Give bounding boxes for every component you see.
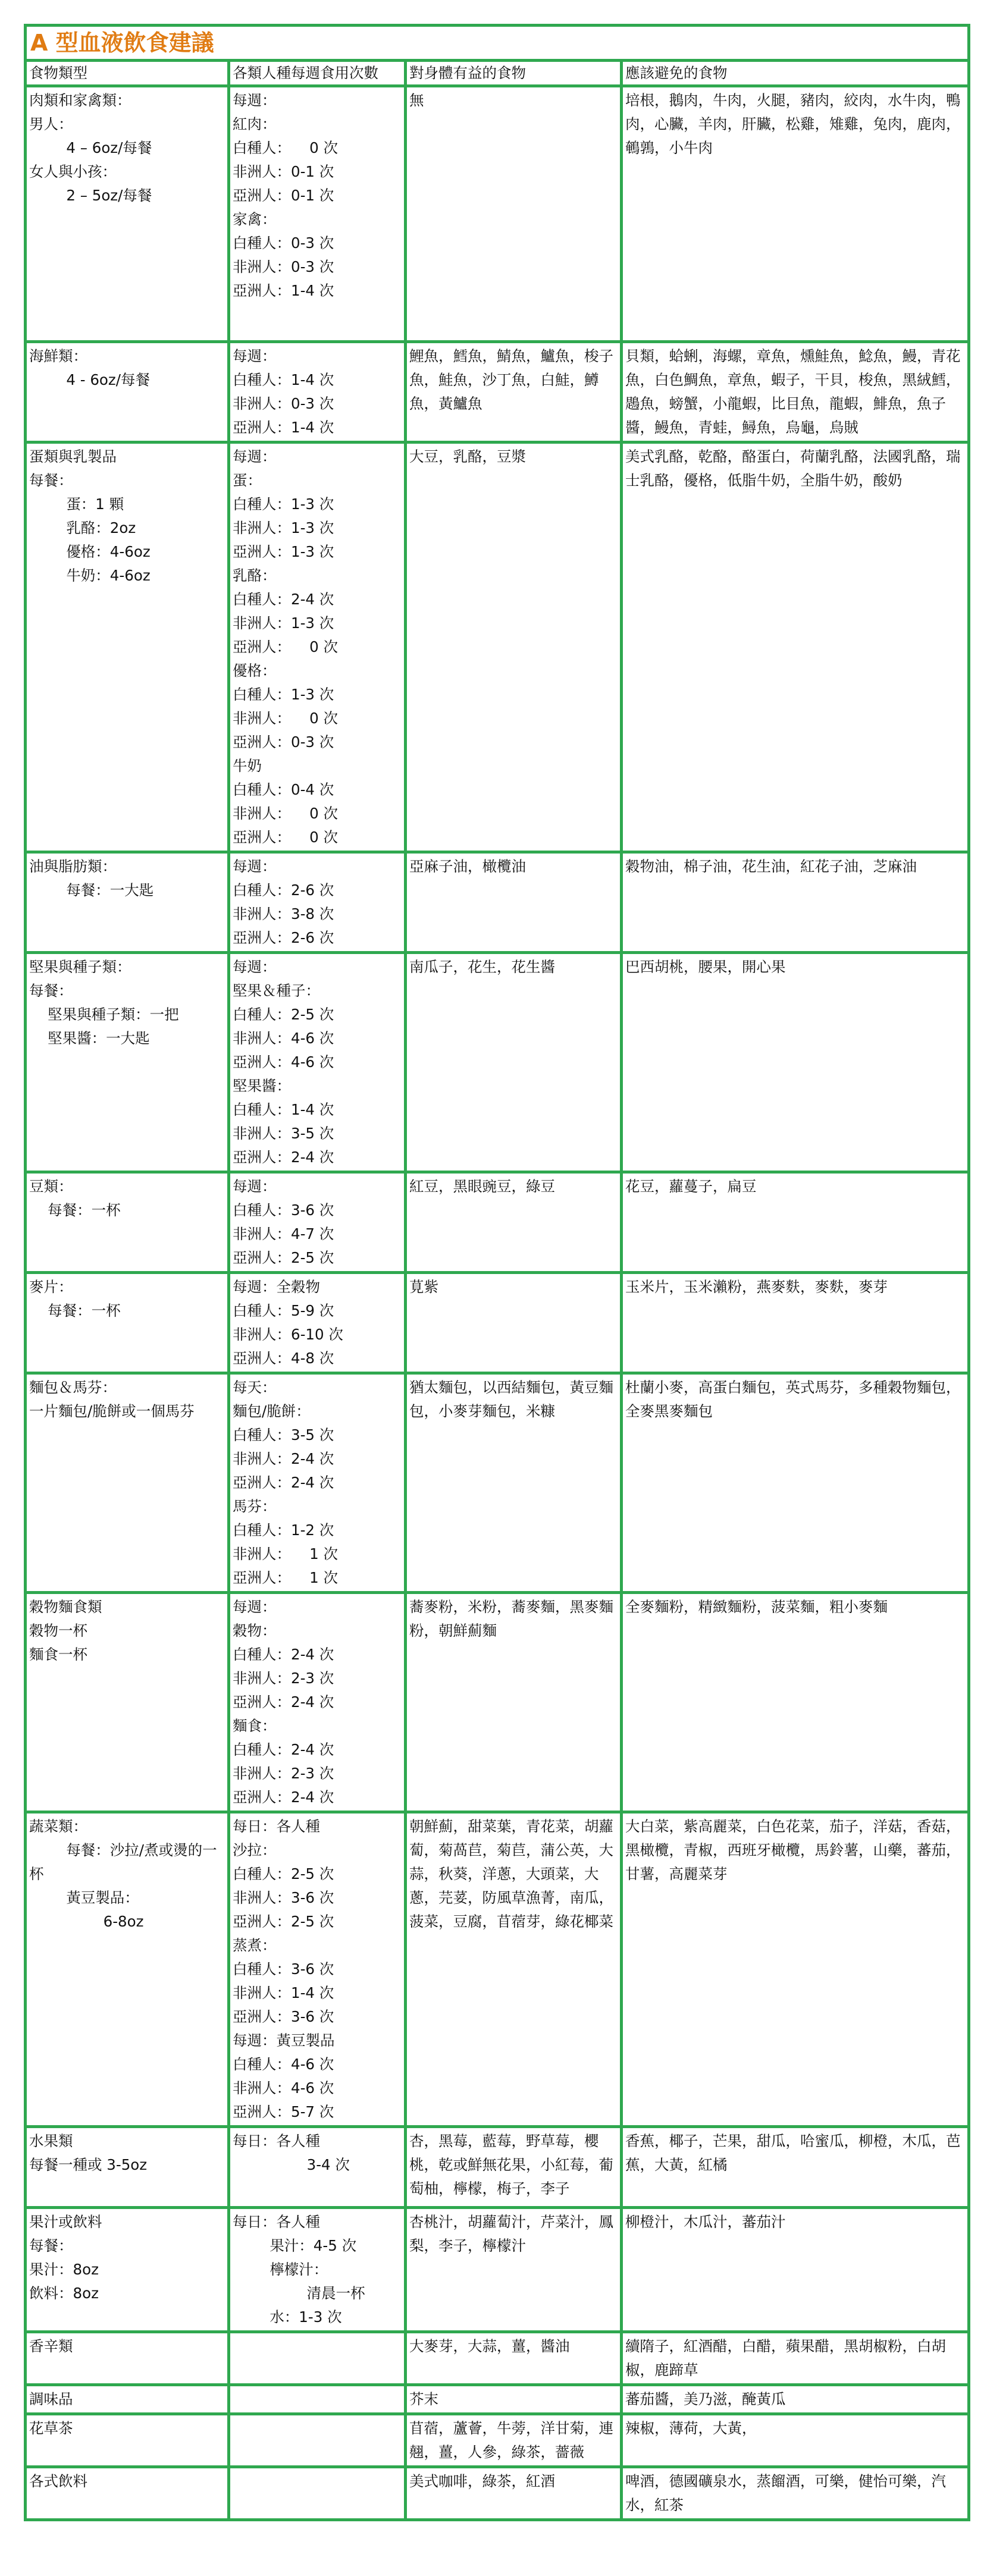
table-row xyxy=(26,1172,969,1273)
table-row xyxy=(26,342,969,443)
cell-beneficial: 朝鮮薊，甜菜葉，青花菜，胡蘿蔔，菊萵苣，菊苣，蒲公英，大蒜，秋葵，洋蔥，大頭菜，大蔥，芫荽，防風草漁菁，南瓜，菠菜，豆腐，苜蓿芽，綠花椰菜 xyxy=(406,1812,622,2127)
table-row xyxy=(26,2467,969,2520)
cell-frequency: 每週： 蛋： 白種人：1-3 次 非洲人：1-3 次 亞洲人：1-3 次 乳酪： 白種人：2-4 次 非洲人：1-3 次 亞洲人： 0 次 優格： 白種人：1-3 次 非洲人： 0 次 亞洲人：0-3 次 牛奶 白種人：0-4 次 非洲人： 0 次 亞洲人： 0 次 xyxy=(229,443,406,852)
cell-category: 各式飲料 xyxy=(26,2467,229,2520)
table-row xyxy=(26,852,969,953)
cell-category: 果汁或飲料 每餐： 果汁：8oz 飲料：8oz xyxy=(26,2208,229,2332)
cell-beneficial: 南瓜子，花生，花生醬 xyxy=(406,953,622,1172)
cell-frequency: 每週： 紅肉： 白種人： 0 次 非洲人：0-1 次 亞洲人：0-1 次 家禽： 白種人：0-3 次 非洲人：0-3 次 亞洲人：1-4 次 xyxy=(229,86,406,342)
cell-avoid: 香蕉，椰子，芒果，甜瓜，哈蜜瓜，柳橙，木瓜，芭蕉，大黃，紅橘 xyxy=(622,2127,969,2208)
cell-frequency: 每週： 白種人：3-6 次 非洲人：4-7 次 亞洲人：2-5 次 xyxy=(229,1172,406,1273)
cell-avoid: 貝類，蛤蜊，海螺，章魚，燻鮭魚，鯰魚，鰻，青花魚，白色鯛魚，章魚，蝦子，干貝，梭魚，黑絨鱈，鶗魚，螃蟹，小龍蝦，比目魚，龍蝦，鯡魚，魚子醬，鰻魚，青蛙，鱘魚，烏龜，烏賊 xyxy=(622,342,969,443)
table-row xyxy=(26,86,969,342)
cell-beneficial: 杏，黑莓，藍莓，野草莓，櫻桃，乾或鮮無花果，小紅莓，葡萄柚，檸檬，梅子，李子 xyxy=(406,2127,622,2208)
cell-frequency: 每天： 麵包/脆餅： 白種人：3-5 次 非洲人：2-4 次 亞洲人：2-4 次 馬芬： 白種人：1-2 次 非洲人： 1 次 亞洲人： 1 次 xyxy=(229,1373,406,1593)
cell-avoid: 柳橙汁，木瓜汁，蕃茄汁 xyxy=(622,2208,969,2332)
table-row xyxy=(26,1812,969,2127)
cell-category: 堅果與種子類： 每餐： 堅果與種子類：一把 堅果醬：一大匙 xyxy=(26,953,229,1172)
cell-frequency: 每週： 白種人：2-6 次 非洲人：3-8 次 亞洲人：2-6 次 xyxy=(229,852,406,953)
cell-frequency xyxy=(229,2414,406,2467)
cell-beneficial: 芥末 xyxy=(406,2385,622,2414)
cell-category: 穀物麵食類 穀物一杯 麵食一杯 xyxy=(26,1593,229,1812)
cell-avoid: 辣椒，薄荷，大黃， xyxy=(622,2414,969,2467)
cell-avoid: 續隋子，紅酒醋，白醋，蘋果醋，黑胡椒粉，白胡椒，鹿蹄草 xyxy=(622,2332,969,2385)
table-row xyxy=(26,2332,969,2385)
table-row xyxy=(26,1373,969,1593)
cell-frequency xyxy=(229,2385,406,2414)
cell-frequency: 每日：各人種 3-4 次 xyxy=(229,2127,406,2208)
cell-avoid: 培根，鵝肉，牛肉，火腿，豬肉，絞肉，水牛肉，鴨肉，心臟，羊肉，肝臟，松雞，雉雞，兔肉，鹿肉，鵪鶉，小牛肉 xyxy=(622,86,969,342)
cell-beneficial: 美式咖啡，綠茶，紅酒 xyxy=(406,2467,622,2520)
cell-category: 麥片： 每餐：一杯 xyxy=(26,1273,229,1373)
cell-category: 花草茶 xyxy=(26,2414,229,2467)
cell-beneficial: 無 xyxy=(406,86,622,342)
cell-frequency: 每週： 白種人：1-4 次 非洲人：0-3 次 亞洲人：1-4 次 xyxy=(229,342,406,443)
table-row xyxy=(26,2127,969,2208)
cell-beneficial: 杏桃汁，胡蘿蔔汁，芹菜汁，鳳梨，李子，檸檬汁 xyxy=(406,2208,622,2332)
cell-avoid: 蕃茄醬，美乃滋，醃黃瓜 xyxy=(622,2385,969,2414)
cell-frequency: 每週： 穀物： 白種人：2-4 次 非洲人：2-3 次 亞洲人：2-4 次 麵食： 白種人：2-4 次 非洲人：2-3 次 亞洲人：2-4 次 xyxy=(229,1593,406,1812)
diet-sheet xyxy=(24,24,967,2521)
cell-category: 蛋類與乳製品 每餐： 蛋：1 顆 乳酪：2oz 優格：4-6oz 牛奶：4-6oz xyxy=(26,443,229,852)
cell-frequency xyxy=(229,2467,406,2520)
cell-avoid: 美式乳酪，乾酪，酪蛋白，荷蘭乳酪，法國乳酪，瑞士乳酪，優格，低脂牛奶，全脂牛奶，酸奶 xyxy=(622,443,969,852)
header-row xyxy=(26,61,969,86)
cell-avoid: 玉米片，玉米瀨粉，燕麥麩，麥麩，麥芽 xyxy=(622,1273,969,1373)
cell-beneficial: 莧紫 xyxy=(406,1273,622,1373)
header-foods-to-avoid: 應該避免的食物 xyxy=(622,61,969,86)
cell-frequency: 每日：各人種 果汁：4-5 次 檸檬汁： 清晨一杯 水：1-3 次 xyxy=(229,2208,406,2332)
cell-category: 調味品 xyxy=(26,2385,229,2414)
cell-avoid: 巴西胡桃，腰果，開心果 xyxy=(622,953,969,1172)
cell-frequency xyxy=(229,2332,406,2385)
cell-category: 蔬菜類： 每餐：沙拉/煮或燙的一杯 黃豆製品： 6-8oz xyxy=(26,1812,229,2127)
table-row xyxy=(26,953,969,1172)
cell-category: 海鮮類： 4 - 6oz/每餐 xyxy=(26,342,229,443)
cell-avoid: 大白菜，紫高麗菜，白色花菜，茄子，洋菇，香菇，黑橄欖，青椒，西班牙橄欖，馬鈴薯，山藥，蕃茄，甘薯，高麗菜芽 xyxy=(622,1812,969,2127)
cell-frequency: 每週： 堅果＆種子： 白種人：2-5 次 非洲人：4-6 次 亞洲人：4-6 次 堅果醬： 白種人：1-4 次 非洲人：3-5 次 亞洲人：2-4 次 xyxy=(229,953,406,1172)
cell-avoid: 啤酒，德國礦泉水，蒸餾酒，可樂，健怡可樂，汽水，紅茶 xyxy=(622,2467,969,2520)
table-row xyxy=(26,2414,969,2467)
table-row xyxy=(26,443,969,852)
cell-beneficial: 苜蓿，蘆薈，牛蒡，洋甘菊，連翹，薑，人參，綠茶，薔薇 xyxy=(406,2414,622,2467)
cell-category: 油與脂肪類： 每餐：一大匙 xyxy=(26,852,229,953)
table-row xyxy=(26,1593,969,1812)
cell-category: 豆類： 每餐：一杯 xyxy=(26,1172,229,1273)
cell-beneficial: 蕎麥粉，米粉，蕎麥麵，黑麥麵粉，朝鮮薊麵 xyxy=(406,1593,622,1812)
cell-frequency: 每日：各人種 沙拉： 白種人：2-5 次 非洲人：3-6 次 亞洲人：2-5 次 蒸煮： 白種人：3-6 次 非洲人：1-4 次 亞洲人：3-6 次 每週：黃豆製品 白種人：4-6 次 非洲人：4-6 次 亞洲人：5-7 次 xyxy=(229,1812,406,2127)
cell-beneficial: 鯉魚，鱈魚，鯖魚，鱸魚，梭子魚，鮭魚，沙丁魚，白鮭，鱒魚，黃鱸魚 xyxy=(406,342,622,443)
cell-beneficial: 大麥芽，大蒜，薑，醬油 xyxy=(406,2332,622,2385)
cell-category: 麵包＆馬芬： 一片麵包/脆餅或一個馬芬 xyxy=(26,1373,229,1593)
cell-category: 肉類和家禽類： 男人： 4 – 6oz/每餐 女人與小孩： 2 – 5oz/每餐 xyxy=(26,86,229,342)
table-row xyxy=(26,2385,969,2414)
cell-category: 香辛類 xyxy=(26,2332,229,2385)
table-row xyxy=(26,2208,969,2332)
cell-avoid: 花豆，蘿蔓子，扁豆 xyxy=(622,1172,969,1273)
table-row xyxy=(26,1273,969,1373)
title-row xyxy=(26,26,969,61)
cell-avoid: 杜蘭小麥，高蛋白麵包，英式馬芬，多種穀物麵包，全麥黑麥麵包 xyxy=(622,1373,969,1593)
cell-beneficial: 紅豆，黑眼豌豆，綠豆 xyxy=(406,1172,622,1273)
cell-beneficial: 猶太麵包，以西結麵包，黃豆麵包，小麥芽麵包，米糠 xyxy=(406,1373,622,1593)
cell-avoid: 全麥麵粉，精緻麵粉，菠菜麵，粗小麥麵 xyxy=(622,1593,969,1812)
cell-frequency: 每週：全穀物 白種人：5-9 次 非洲人：6-10 次 亞洲人：4-8 次 xyxy=(229,1273,406,1373)
header-beneficial-foods: 對身體有益的食物 xyxy=(406,61,622,86)
header-weekly-frequency: 各類人種每週食用次數 xyxy=(229,61,406,86)
cell-beneficial: 大豆，乳酪，豆漿 xyxy=(406,443,622,852)
diet-table xyxy=(24,24,970,2521)
cell-beneficial: 亞麻子油，橄欖油 xyxy=(406,852,622,953)
header-food-type: 食物類型 xyxy=(26,61,229,86)
cell-avoid: 穀物油，棉子油，花生油，紅花子油，芝麻油 xyxy=(622,852,969,953)
cell-category: 水果類 每餐一種或 3-5oz xyxy=(26,2127,229,2208)
table-title: A 型血液飲食建議 xyxy=(26,26,969,61)
